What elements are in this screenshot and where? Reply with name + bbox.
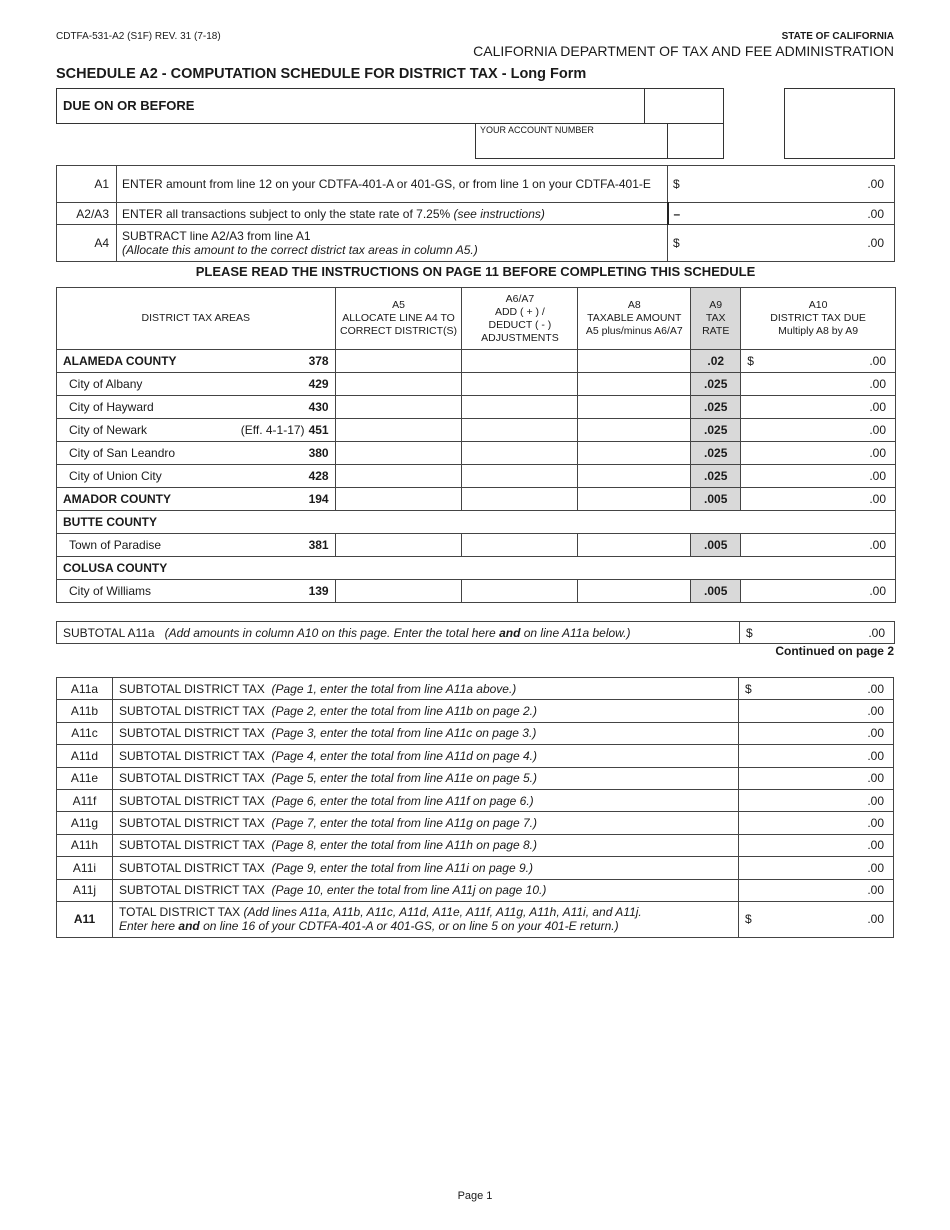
line-code: A11g	[57, 812, 113, 834]
amount-field[interactable]: .00	[739, 767, 894, 789]
district-row	[57, 442, 896, 465]
a5-field[interactable]	[335, 373, 462, 396]
line-text: SUBTOTAL DISTRICT TAX (Page 3, enter the total from line A11c on page 3.)	[113, 722, 739, 744]
a5-field[interactable]	[335, 396, 462, 419]
a10-field[interactable]: $ .00	[741, 350, 896, 373]
totals-table	[56, 677, 894, 938]
total-district-tax-row	[57, 901, 894, 937]
total-row	[57, 678, 894, 700]
line-code: A11c	[57, 722, 113, 744]
line-text	[117, 203, 668, 225]
line-code: A11d	[57, 745, 113, 767]
district-row	[57, 419, 896, 442]
amount-field[interactable]	[668, 203, 895, 225]
col-a10: A10 DISTRICT TAX DUE Multiply A8 by A9	[741, 288, 896, 350]
amount-value: .00	[867, 206, 884, 221]
amount-field[interactable]: $ .00	[739, 678, 894, 700]
a10-field[interactable]: .00	[741, 580, 896, 603]
district-row	[57, 373, 896, 396]
a10-field[interactable]: .00	[741, 488, 896, 511]
district-header-row	[57, 288, 896, 350]
line-code: A11b	[57, 700, 113, 722]
line-text	[117, 225, 668, 262]
amount-field[interactable]: .00	[739, 857, 894, 879]
department-name: CALIFORNIA DEPARTMENT OF TAX AND FEE ADMINISTRATION	[473, 43, 894, 59]
a10-field[interactable]: .00	[741, 396, 896, 419]
line-a2-a3	[57, 203, 895, 225]
total-row	[57, 789, 894, 811]
a5-field[interactable]	[335, 534, 462, 557]
district-name-cell: City of Union City 428	[57, 465, 336, 488]
tax-rate: .005	[691, 488, 741, 511]
line-text: SUBTOTAL DISTRICT TAX (Page 2, enter the total from line A11b on page 2.)	[113, 700, 739, 722]
stamp-box	[784, 88, 895, 159]
district-name-cell: City of Hayward 430	[57, 396, 336, 419]
district-row	[57, 465, 896, 488]
minus-symbol: –	[673, 206, 681, 221]
a6-a7-field[interactable]	[462, 465, 578, 488]
line-text: SUBTOTAL DISTRICT TAX (Page 9, enter the total from line A11i on page 9.)	[113, 857, 739, 879]
total-row	[57, 879, 894, 901]
a10-field[interactable]: .00	[741, 442, 896, 465]
total-amount-field[interactable]: $ .00	[739, 901, 894, 937]
line-code: A11	[57, 901, 113, 937]
district-tax-table	[56, 287, 896, 603]
a8-field[interactable]	[578, 442, 691, 465]
total-row	[57, 722, 894, 744]
a8-field[interactable]	[578, 396, 691, 419]
line-a1	[57, 166, 895, 203]
total-row	[57, 834, 894, 856]
line-text-main: ENTER all transactions subject to only the state rate of 7.25%	[122, 206, 451, 221]
district-row	[57, 350, 896, 373]
amount-field[interactable]	[668, 166, 895, 203]
subtotal-label-cell	[57, 622, 740, 644]
district-name-cell: ALAMEDA COUNTY 378	[57, 350, 336, 373]
a5-field[interactable]	[335, 580, 462, 603]
line-text: SUBTOTAL DISTRICT TAX (Page 1, enter the total from line A11a above.)	[113, 678, 739, 700]
line-code: A4	[57, 225, 117, 262]
a5-field[interactable]	[335, 350, 462, 373]
amount-field[interactable]: .00	[739, 812, 894, 834]
page-number: Page 1	[457, 1190, 493, 1202]
district-row	[57, 580, 896, 603]
a8-field[interactable]	[578, 580, 691, 603]
a6-a7-field[interactable]	[462, 419, 578, 442]
amount-value: .00	[867, 236, 884, 250]
tax-rate: .025	[691, 419, 741, 442]
line-code: A11a	[57, 678, 113, 700]
district-name-cell: Town of Paradise 381	[57, 534, 336, 557]
a10-field[interactable]: .00	[741, 373, 896, 396]
lines-a-table	[56, 165, 895, 262]
county-name: BUTTE COUNTY	[57, 511, 896, 534]
subtotal-label: SUBTOTAL A11a	[63, 625, 155, 640]
subtotal-note: (Add amounts in column A10 on this page. Enter the total here and on line A11a below.)	[164, 625, 631, 640]
line-code: A2/A3	[57, 203, 117, 225]
a10-field[interactable]: .00	[741, 419, 896, 442]
district-name-cell: City of San Leandro 380	[57, 442, 336, 465]
county-name: COLUSA COUNTY	[57, 557, 896, 580]
a6-a7-field[interactable]	[462, 442, 578, 465]
tax-rate: .025	[691, 396, 741, 419]
line-code: A11j	[57, 879, 113, 901]
total-row	[57, 745, 894, 767]
col-a5: A5 ALLOCATE LINE A4 TO CORRECT DISTRICT(S)	[335, 288, 462, 350]
due-date-label: DUE ON OR BEFORE	[63, 98, 195, 113]
line-text-main: SUBTRACT line A2/A3 from line A1	[122, 229, 311, 243]
a5-field[interactable]	[335, 419, 462, 442]
a8-field[interactable]	[578, 373, 691, 396]
county-header-row	[57, 511, 896, 534]
district-row	[57, 534, 896, 557]
col-district-areas: DISTRICT TAX AREAS	[57, 288, 336, 350]
line-note: (see instructions)	[453, 206, 545, 221]
line-code: A11f	[57, 789, 113, 811]
currency-symbol: $	[673, 236, 680, 250]
col-a6-a7: A6/A7 ADD ( + ) / DEDUCT ( - ) ADJUSTMENTS	[462, 288, 578, 350]
district-row	[57, 396, 896, 419]
line-code: A1	[57, 166, 117, 203]
due-date-small-field[interactable]	[644, 88, 724, 124]
total-row	[57, 857, 894, 879]
line-code: A11h	[57, 834, 113, 856]
amount-field[interactable]: .00	[739, 834, 894, 856]
instructions-note: PLEASE READ THE INSTRUCTIONS ON PAGE 11 BEFORE COMPLETING THIS SCHEDULE	[195, 264, 756, 279]
total-row	[57, 700, 894, 722]
a8-field[interactable]	[578, 419, 691, 442]
a5-field[interactable]	[335, 442, 462, 465]
tax-rate: .025	[691, 373, 741, 396]
a6-a7-field[interactable]	[462, 350, 578, 373]
col-a9: A9 TAX RATE	[691, 288, 741, 350]
line-text: SUBTOTAL DISTRICT TAX (Page 7, enter the total from line A11g on page 7.)	[113, 812, 739, 834]
county-header-row	[57, 557, 896, 580]
tax-rate: .025	[691, 465, 741, 488]
account-number-label: YOUR ACCOUNT NUMBER	[480, 125, 594, 135]
tax-rate: .005	[691, 580, 741, 603]
a8-field[interactable]	[578, 488, 691, 511]
line-note: (Allocate this amount to the correct district tax areas in column A5.)	[122, 243, 478, 257]
subtotal-table	[56, 621, 895, 644]
line-text: TOTAL DISTRICT TAX (Add lines A11a, A11b, A11c, A11d, A11e, A11f, A11g, A11h, A11i, and A11j. Enter here and on line 16 of your CDTFA-401-A or 401-GS, or on line 5 on your 401-E return.)	[113, 901, 739, 937]
line-code: A11e	[57, 767, 113, 789]
a8-field[interactable]	[578, 465, 691, 488]
amount-field[interactable]: .00	[739, 700, 894, 722]
account-number-small-field[interactable]	[667, 123, 724, 159]
a6-a7-field[interactable]	[462, 580, 578, 603]
district-name-cell: AMADOR COUNTY 194	[57, 488, 336, 511]
amount-field[interactable]: .00	[739, 745, 894, 767]
currency-symbol: $	[673, 177, 680, 191]
total-row	[57, 812, 894, 834]
amount-field[interactable]: .00	[739, 789, 894, 811]
a8-field[interactable]	[578, 350, 691, 373]
line-text	[117, 166, 668, 203]
amount-field[interactable]: .00	[739, 722, 894, 744]
tax-rate: .025	[691, 442, 741, 465]
total-row	[57, 767, 894, 789]
a5-field[interactable]	[335, 465, 462, 488]
a10-field[interactable]: .00	[741, 534, 896, 557]
tax-rate: .005	[691, 534, 741, 557]
subtotal-amount-field[interactable]: $ .00	[740, 622, 895, 644]
state-name: STATE OF CALIFORNIA	[781, 31, 894, 42]
a8-field[interactable]	[578, 534, 691, 557]
a10-field[interactable]: .00	[741, 465, 896, 488]
line-text: SUBTOTAL DISTRICT TAX (Page 8, enter the total from line A11h on page 8.)	[113, 834, 739, 856]
continued-note: Continued on page 2	[775, 644, 894, 658]
line-text: SUBTOTAL DISTRICT TAX (Page 5, enter the total from line A11e on page 5.)	[113, 767, 739, 789]
a6-a7-field[interactable]	[462, 488, 578, 511]
tax-rate: .02	[691, 350, 741, 373]
amount-field[interactable]: .00	[739, 879, 894, 901]
subtotal-row	[57, 622, 895, 644]
district-name-cell: City of Newark (Eff. 4-1-17) 451	[57, 419, 336, 442]
line-text-main: ENTER amount from line 12 on your CDTFA-401-A or 401-GS, or from line 1 on your CDTFA-401-E	[122, 177, 651, 191]
line-text: SUBTOTAL DISTRICT TAX (Page 4, enter the total from line A11d on page 4.)	[113, 745, 739, 767]
a5-field[interactable]	[335, 488, 462, 511]
line-code: A11i	[57, 857, 113, 879]
a6-a7-field[interactable]	[462, 534, 578, 557]
page-title: SCHEDULE A2 - COMPUTATION SCHEDULE FOR DISTRICT TAX - Long Form	[56, 66, 587, 82]
line-a4	[57, 225, 895, 262]
a6-a7-field[interactable]	[462, 373, 578, 396]
line-text: SUBTOTAL DISTRICT TAX (Page 6, enter the total from line A11f on page 6.)	[113, 789, 739, 811]
district-row	[57, 488, 896, 511]
form-id: CDTFA-531-A2 (S1F) REV. 31 (7-18)	[56, 31, 221, 42]
district-name-cell: City of Williams 139	[57, 580, 336, 603]
a6-a7-field[interactable]	[462, 396, 578, 419]
amount-value: .00	[867, 177, 884, 191]
amount-field[interactable]	[668, 225, 895, 262]
district-name-cell: City of Albany 429	[57, 373, 336, 396]
line-text: SUBTOTAL DISTRICT TAX (Page 10, enter the total from line A11j on page 10.)	[113, 879, 739, 901]
col-a8: A8 TAXABLE AMOUNT A5 plus/minus A6/A7	[578, 288, 691, 350]
